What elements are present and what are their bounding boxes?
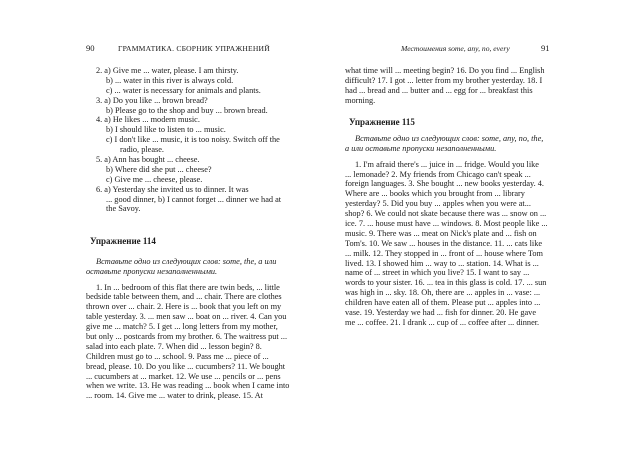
body-line: salad into each plate. 7. When did ... lesson begin? 8. [86,341,262,351]
text-line: 3. a) Do you like ... brown bread? [96,95,208,105]
text-line: 2. a) Give me ... water, please. I am thirsty. [96,66,239,75]
instruction-line: a или оставьте пропуски незаполненными. [345,143,497,153]
body-line: Tom's. 10. We saw ... houses in the distance. 11. ... cats like [345,238,543,248]
body-line: lived. 13. I showed him ... way to ... station. 14. What is ... [345,258,539,268]
text-line: 4. a) He likes ... modern music. [96,115,200,125]
body-line: children have eaten all of them. Please put ... apples into ... [345,298,541,308]
text-line: c) Give me ... cheese, please. [106,174,203,184]
body-line: bread, please. 10. Do you like ... cucumbers? 11. We bought [86,361,286,371]
body-line: words to your sister. 16. ... tea in this glass is cold. 17. ... sun [345,278,547,288]
exercise-heading: Упражнение 115 [349,117,415,127]
text-line: b) Please go to the shop and buy ... brown bread. [106,105,268,115]
body-line: ... cucumbers at ... market. 12. We use ... pencils or ... pens [86,371,281,381]
text-line: c) ... water is necessary for animals and plants. [106,85,261,95]
body-line: give me ... match? 5. I get ... long letters from my mother, [86,322,278,332]
body-line: ice. 7. ... house must have ... windows. 8. Most people like ... [345,219,548,229]
text-line: 6. a) Yesterday she invited us to dinner. It was [96,184,249,194]
text-line: radio, please. [120,145,165,155]
exercise-115 [345,118,575,328]
body-line: but only ... postcards from my brother. 6. The waitress put ... [86,332,288,342]
body-line: ... room. 14. Give me ... water to drink, please. 15. At [86,391,263,401]
running-head: Местоимения some, any, no, every [401,44,510,53]
text-line: what time will ... meeting begin? 16. Do you find ... English [345,66,545,75]
body-line: me ... coffee. 21. I drank ... cup of ... coffee after ... dinner. [345,317,540,327]
text-line: the Savoy. [106,204,141,214]
instruction-line: Вставьте одно из следующих слов: some, any, no, the, [355,133,544,143]
body-line: music. 9. There was ... meat on Nick's plate and ... fish on [345,228,537,238]
exercise-114-continuation [345,66,575,106]
instruction-line: Вставьте одно из следующих слов: some, the, a или [96,256,277,266]
running-head: ГРАММАТИКА. СБОРНИК УПРАЖНЕНИЙ [118,44,270,53]
text-line: 5. a) Ann has bought ... cheese. [96,155,200,165]
body-line: ... lemonade? 2. My friends from Chicago can't speak ... [345,169,531,179]
body-line: thrown over ... chair. 2. Here is ... book that you left on my [86,302,282,312]
body-line: ... milk. 12. They stopped in ... front of ... house where Tom [345,248,543,258]
body-line: table yesterday. 3. ... men saw ... boat on ... river. 4. Can you [86,312,287,322]
exercise-113-continuation [86,66,316,214]
exercise-heading: Упражнение 114 [90,236,156,246]
page-number: 90 [86,43,95,53]
text-line: b) I should like to listen to ... music. [106,125,226,135]
body-line: when we write. 13. He was reading ... book when I came into [86,381,290,391]
right-page [319,0,638,452]
body-line: was high in ... sky. 18. Oh, there are ... apples in ... vase: ... [345,288,541,298]
text-line: morning. [345,95,376,105]
body-line: vase. 19. Yesterday we had ... fish for dinner. 20. He gave [345,308,537,318]
text-line: b) Where did she put ... cheese? [106,164,212,174]
body-line: yesterday? 5. Did you buy ... apples when you were at... [345,199,531,209]
body-line: 1. I'm afraid there's ... juice in ... fridge. Would you like [355,159,539,169]
body-line: shop? 6. We could not skate because there was ... snow on ... [345,209,547,219]
text-line: had ... bread and ... butter and ... egg for ... breakfast this [345,85,533,95]
body-line: bedside table between them, and ... chair. There are clothes [86,292,282,302]
text-line: ... good dinner, b) I cannot forget ... dinner we had at [106,194,282,204]
text-line: c) I don't like ... music, it is too noisy. Switch off the [106,135,280,145]
text-line: b) ... water in this river is always cold. [106,75,234,85]
exercise-114 [86,237,316,401]
body-line: name of ... street in which you live? 15. I want to say ... [345,268,530,278]
page-number: 91 [541,43,550,53]
body-line: Where are ... books which you brought from ... library [345,189,525,199]
text-line: difficult? 17. I got ... letter from my brother yesterday. 18. I [345,75,543,85]
instruction-line: оставьте пропуски незаполненными. [86,266,218,276]
body-line: Children must go to ... school. 9. Pass me ... piece of ... [86,351,269,361]
body-line: 1. In ... bedroom of this flat there are twin beds, ... little [96,282,280,292]
body-line: foreign languages. 3. She bought ... new books yesterday. 4. [345,179,545,189]
